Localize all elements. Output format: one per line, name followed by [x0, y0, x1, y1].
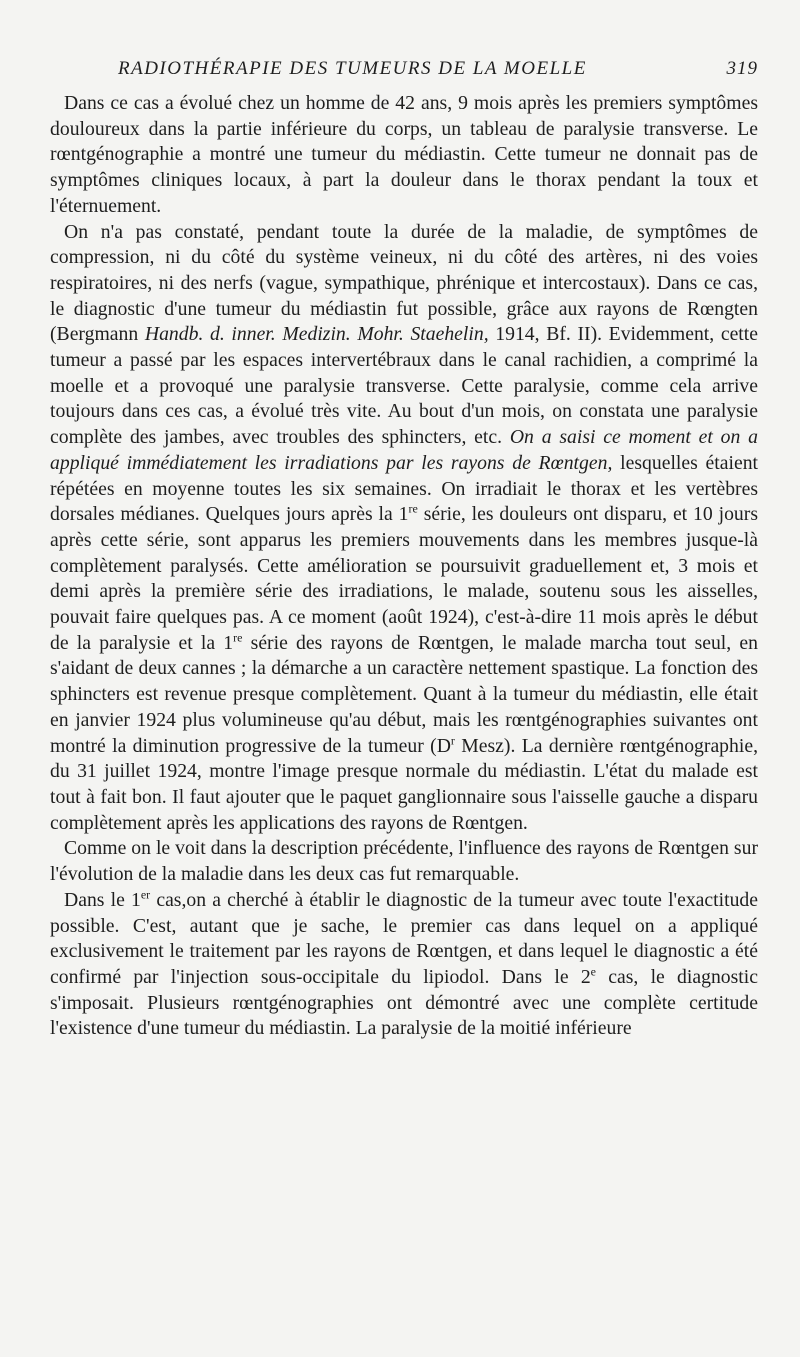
- paragraph-text: cas, le diagnostic s'imposait. Plusieurs rœntgénographies ont démontré avec une complète certitude l'existence d'une tumeur du médiastin. La paralysie de la moitié inférieure: [50, 965, 758, 1040]
- paragraph-text: lesquelles étaient répétées en moyenne toutes les six semaines. On irradiait le thorax et les vertèbres dorsales médianes. Quelques jours après la 1: [50, 451, 759, 526]
- reference-citation: Handb. d. inner. Medizin. Mohr. Staehelin,: [144, 323, 489, 346]
- superscript: r: [450, 733, 455, 748]
- paragraph-text: Dans ce cas a évolué chez un homme de 42 ans, 9 mois après les premiers symptômes douloureux dans la partie inférieure du corps, un tableau de paralysie transverse. Le rœntgénographie a montré une tumeur du médiastin. Cette tumeur ne donnait pas de symptômes cliniques locaux, à part la douleur dans le thorax pendant la toux et l'éternuement.: [50, 92, 758, 217]
- paragraph-text: série, les douleurs ont disparu, et 10 jours après cette série, sont apparus les premiers mouvements dans les membres jusque-là complètement paralysés. Cette amélioration se poursuivit graduellement et, 3 mois et demi après la première série des irradiations, le malade, soutenu sous les aisselles, pouvait faire quelques pas. A ce moment (août 1924), c'est-à-dire 11 mois après le début de la paralysie et la 1: [50, 503, 758, 654]
- paragraph-text: Comme on le voit dans la description précédente, l'influence des rayons de Rœntgen sur l'évolution de la maladie dans les deux cas fut remarquable.: [50, 837, 758, 886]
- paragraph-4: [50, 888, 758, 1042]
- paragraph-2: [50, 220, 758, 837]
- paragraph-text: Mesz). La dernière rœntgénographie, du 31 juillet 1924, montre l'image presque normale du médiastin. L'état du malade est tout à fait bon. Il faut ajouter que le paquet ganglionnaire sous l'aisselle gauche a disparu complètement après les applications des rayons de Rœntgen.: [50, 734, 758, 834]
- superscript: er: [140, 887, 151, 902]
- body-text: [50, 91, 758, 1042]
- page-header: [0, 58, 800, 80]
- paragraph-text: Dans le 1: [64, 888, 141, 911]
- superscript: re: [408, 501, 418, 516]
- page-number: 319: [726, 58, 758, 79]
- paragraph-text: 1914, Bf. II). Evidemment, cette tumeur a passé par les espaces intervertébraux dans le canal rachidien, a comprimé la moelle et a provoqué une paralysie transverse. Cette paralysie, comme cela arrive toujours dans ces cas, a évolué très vite. Au bout d'un mois, on constata une paralysie complète des jambes, avec troubles des sphincters, etc.: [50, 323, 758, 449]
- paragraph-1: [50, 91, 758, 220]
- paragraph-text: On n'a pas constaté, pendant toute la durée de la maladie, de symptômes de compression, ni du côté du système veineux, ni du côté des artères, ni des voies respiratoires, ni des nerfs (vague, sympathique, phrénique et intercostaux). Dans ce cas, le diagnostic d'une tumeur du médiastin fut possible, grâce aux rayons de Rœngten (Bergmann: [50, 220, 758, 346]
- superscript: e: [590, 964, 596, 979]
- paragraph-3: [50, 836, 758, 887]
- running-title: RADIOTHÉRAPIE DES TUMEURS DE LA MOELLE: [118, 58, 587, 79]
- paragraph-text: cas,on a cherché à établir le diagnostic de la tumeur avec toute l'exactitude possible. C'est, autant que je sache, le premier cas dans lequel on a appliqué exclusivement le traitement par les rayons de Rœntgen, et dans lequel le diagnostic a été confirmé par l'injection sous-occipitale du lipiodol. Dans le 2: [50, 888, 758, 988]
- emphasis-sentence: On a saisi ce moment et on a appliqué immédiatement les irradiations par les rayons de Rœntgen,: [50, 426, 759, 474]
- superscript: re: [233, 630, 243, 645]
- paragraph-text: série des rayons de Rœntgen, le malade marcha tout seul, en s'aidant de deux cannes ; la démarche a un caractère nettement spastique. La fonction des sphincters est revenue presque complètement. Quant à la tumeur du médiastin, elle était en janvier 1924 plus volumineuse qu'au début, mais les rœntgénographies suivantes ont montré la diminution progressive de la tumeur (D: [50, 631, 758, 757]
